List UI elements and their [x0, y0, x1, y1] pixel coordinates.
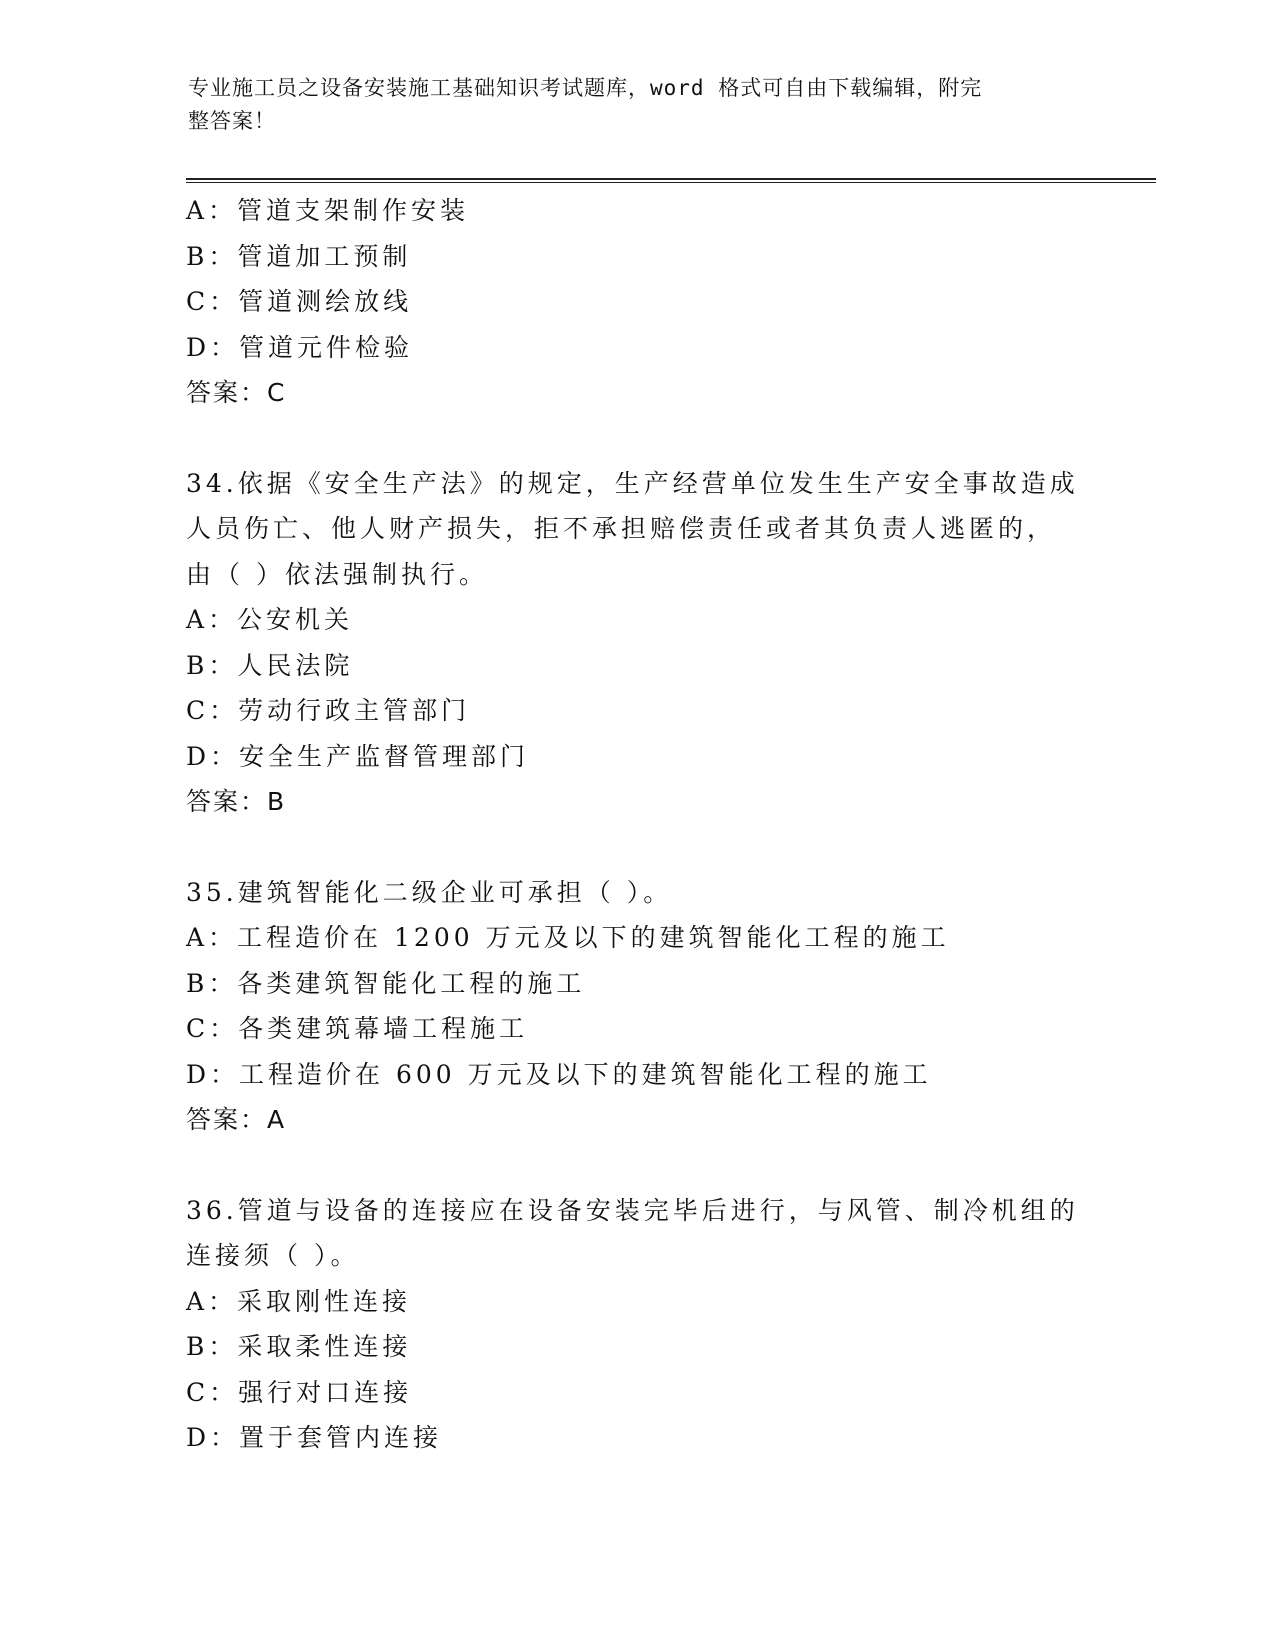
- option-d: D：置于套管内连接: [186, 1423, 443, 1452]
- option-d: D：安全生产监督管理部门: [186, 741, 530, 771]
- option-b: B：人民法院: [186, 650, 354, 680]
- question-34: [186, 461, 1086, 825]
- question-33: [186, 188, 1086, 416]
- question-35: [186, 870, 1086, 1143]
- option-a: A：管道支架制作安装: [186, 196, 470, 225]
- option-b: B：各类建筑智能化工程的施工: [186, 968, 586, 998]
- option-c: C：强行对口连接: [186, 1377, 413, 1407]
- option-b: B：管道加工预制: [186, 241, 412, 271]
- header-divider: [186, 178, 1156, 183]
- option-c: C：各类建筑幕墙工程施工: [186, 1014, 529, 1043]
- option-d: D：工程造价在 600 万元及以下的建筑智能化工程的施工: [186, 1059, 932, 1089]
- question-text-line: 36.管道与设备的连接应在设备安装完毕后进行，与风管、制冷机组的: [186, 1195, 1079, 1225]
- question-36: [186, 1188, 1086, 1461]
- header-title-line-1: 专业施工员之设备安装施工基础知识考试题库，word 格式可自由下载编辑，附完: [188, 76, 983, 100]
- option-a: A：工程造价在 1200 万元及以下的建筑智能化工程的施工: [186, 923, 950, 952]
- answer: 答案：A: [186, 1105, 287, 1134]
- answer: 答案：C: [186, 378, 287, 407]
- question-text-line: 34.依据《安全生产法》的规定，生产经营单位发生生产安全事故造成: [186, 468, 1079, 498]
- option-c: C：劳动行政主管部门: [186, 696, 471, 725]
- question-text-line: 由（ ）依法强制执行。: [186, 559, 488, 589]
- answer: 答案：B: [186, 787, 287, 816]
- question-text-line: 连接须（ ）。: [186, 1241, 360, 1270]
- option-d: D：管道元件检验: [186, 332, 414, 362]
- option-b: B：采取柔性连接: [186, 1332, 412, 1361]
- option-a: A：公安机关: [186, 605, 354, 634]
- question-list: [186, 188, 1086, 1461]
- question-text-line: 35.建筑智能化二级企业可承担（ ）。: [186, 877, 673, 907]
- header-title-line-2: 整答案！: [188, 109, 276, 133]
- document-header: [188, 72, 1068, 138]
- option-a: A：采取刚性连接: [186, 1286, 412, 1316]
- option-c: C：管道测绘放线: [186, 287, 413, 316]
- question-text-line: 人员伤亡、他人财产损失，拒不承担赔偿责任或者其负责人逃匿的，: [186, 514, 1057, 543]
